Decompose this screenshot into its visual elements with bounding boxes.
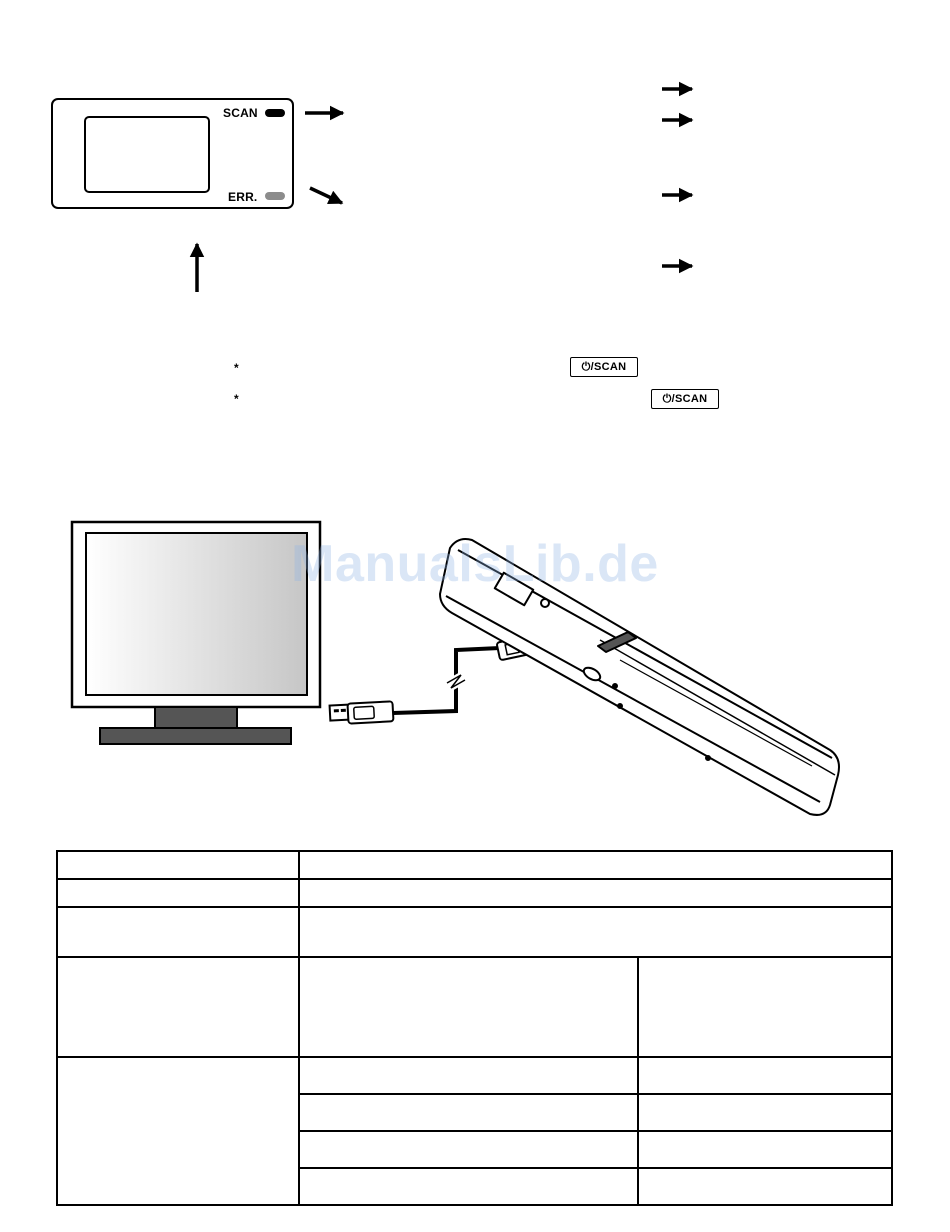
table-cell: [638, 957, 892, 1057]
table-cell: [638, 1057, 892, 1094]
table-cell: [299, 851, 892, 879]
pointer-arrows: [0, 0, 950, 320]
table-cell: [57, 879, 299, 907]
table-cell: [299, 1057, 638, 1094]
watermark-text: ManualsLib.de: [291, 535, 659, 593]
err-led-arrow: [310, 188, 342, 203]
monitor-neck: [155, 707, 237, 729]
table-cell: [299, 1168, 638, 1205]
monitor-stand: [100, 728, 291, 744]
table-cell: [638, 1094, 892, 1131]
table-cell: [299, 1131, 638, 1168]
table-cell: [299, 907, 892, 957]
table-row: [57, 879, 892, 907]
table-row: [57, 907, 892, 957]
table-cell: [638, 1131, 892, 1168]
scan-led-label: SCAN: [223, 106, 258, 120]
table-cell: [57, 907, 299, 957]
table-row: [57, 851, 892, 879]
note-bullet: *: [234, 392, 239, 406]
table-cell: [57, 957, 299, 1057]
specification-table: [56, 850, 893, 1206]
table-cell: [57, 1057, 299, 1205]
note-bullet: *: [234, 361, 239, 375]
table-row: [57, 1057, 892, 1094]
table-cell: [299, 957, 638, 1057]
table-cell: [299, 879, 892, 907]
usb-cable-icon: [330, 636, 530, 724]
table-row: [57, 957, 892, 1057]
table-cell: [299, 1094, 638, 1131]
power-scan-button-icon: ⏻/SCAN: [570, 357, 638, 377]
table-cell: [57, 851, 299, 879]
err-led-label: ERR.: [228, 190, 258, 204]
power-scan-button-icon: ⏻/SCAN: [651, 389, 719, 409]
table-cell: [638, 1168, 892, 1205]
